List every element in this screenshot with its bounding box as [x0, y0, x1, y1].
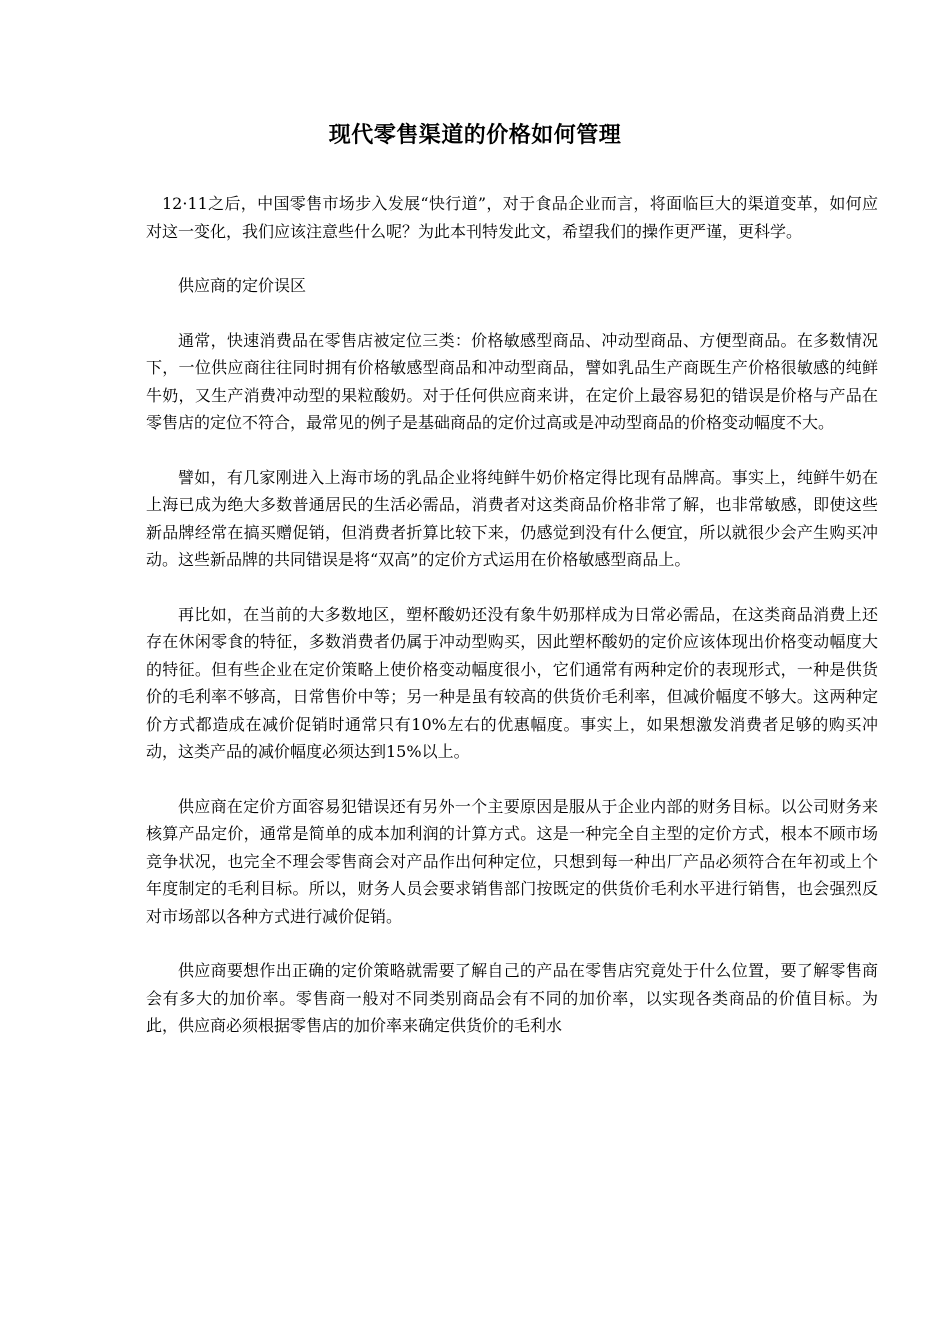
document-body — [146, 190, 878, 1067]
body-paragraph: 供应商在定价方面容易犯错误还有另外一个主要原因是服从于企业内部的财务目标。以公司财务来核算产品定价，通常是简单的成本加利润的计算方式。这是一种完全自主型的定价方式，根本不顾市场竞争状况，也完全不理会零售商会对产品作出何种定位，只想到每一种出厂产品必须符合在年初或上个年度制定的毛利目标。所以，财务人员会要求销售部门按既定的供货价毛利水平进行销售，也会强烈反对市场部以各种方式进行减价促销。 — [146, 796, 878, 926]
body-paragraph: 通常，快速消费品在零售店被定位三类：价格敏感型商品、冲动型商品、方便型商品。在多数情况下，一位供应商往往同时拥有价格敏感型商品和冲动型商品，譬如乳品生产商既生产价格很敏感的纯鲜牛奶，又生产消费冲动型的果粒酸奶。对于任何供应商来讲，在定价上最容易犯的错误是价格与产品在零售店的定位不符合，最常见的例子是基础商品的定价过高或是冲动型商品的价格变动幅度不大。 — [146, 330, 878, 432]
document-title: 现代零售渠道的价格如何管理 — [328, 122, 622, 148]
body-paragraph: 再比如，在当前的大多数地区，塑杯酸奶还没有象牛奶那样成为日常必需品，在这类商品消费上还存在休闲零食的特征，多数消费者仍属于冲动型购买，因此塑杯酸奶的定价应该体现出价格变动幅度大的特征。但有些企业在定价策略上使价格变动幅度很小，它们通常有两种定价的表现形式，一种是供货价的毛利率不够高，日常售价中等；另一种是虽有较高的供货价毛利率，但减价幅度不够大。这两种定价方式都造成在减价促销时通常只有10%左右的优惠幅度。事实上，如果想激发消费者足够的购买冲动，这类产品的减价幅度必须达到15%以上。 — [146, 604, 878, 761]
section-heading: 供应商的定价误区 — [178, 276, 307, 295]
body-paragraph: 供应商要想作出正确的定价策略就需要了解自己的产品在零售店究竟处于什么位置，要了解零售商会有多大的加价率。零售商一般对不同类别商品会有不同的加价率，以实现各类商品的价值目标。为此，供应商必须根据零售店的加价率来确定供货价的毛利水 — [146, 961, 878, 1035]
intro-paragraph: 12·11之后，中国零售市场步入发展“快行道”，对于食品企业而言，将面临巨大的渠道变革，如何应对这一变化，我们应该注意些什么呢？为此本刊特发此文，希望我们的操作更严谨，更科学。 — [146, 194, 878, 241]
body-paragraph: 譬如，有几家刚进入上海市场的乳品企业将纯鲜牛奶价格定得比现有品牌高。事实上，纯鲜牛奶在上海已成为绝大多数普通居民的生活必需品，消费者对这类商品价格非常了解，也非常敏感，即使这些新品牌经常在搞买赠促销，但消费者折算比较下来，仍感觉到没有什么便宜，所以就很少会产生购买冲动。这些新品牌的共同错误是将“双高”的定价方式运用在价格敏感型商品上。 — [146, 467, 878, 569]
